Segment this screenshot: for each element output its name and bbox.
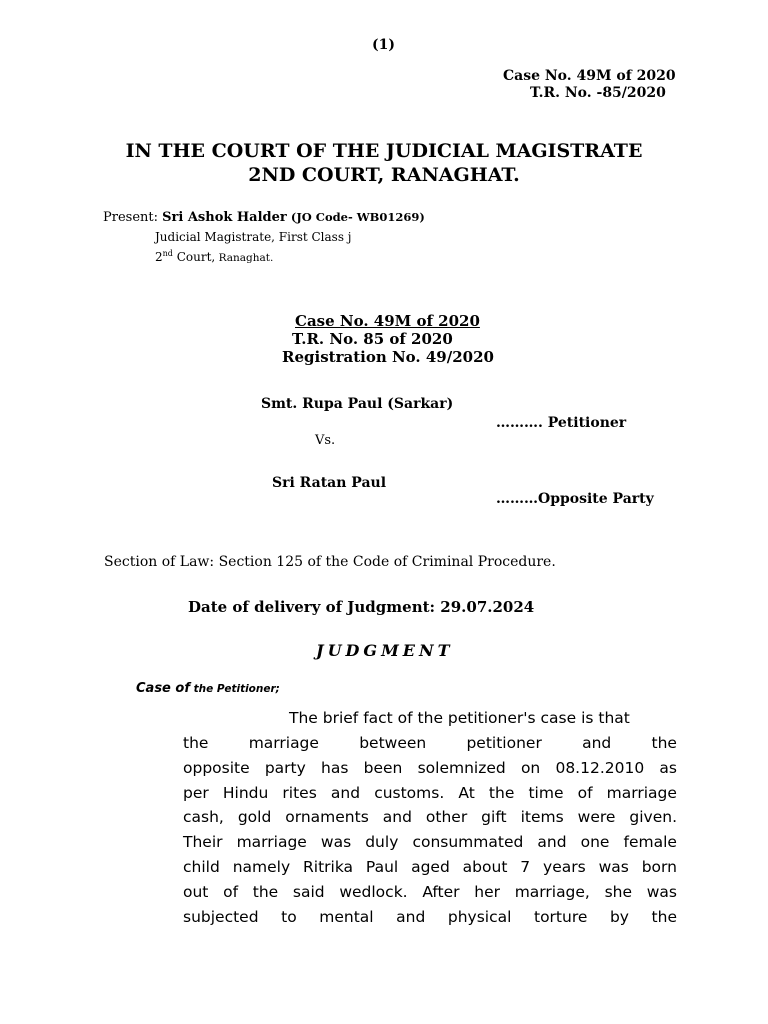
- paragraph-word: and: [582, 734, 612, 752]
- paragraph-word: her: [474, 883, 500, 901]
- jo-code: (JO Code- WB01269): [290, 210, 425, 224]
- header-tr-number: T.R. No. -85/2020: [530, 85, 666, 101]
- paragraph-word: by: [609, 908, 629, 926]
- petitioner-role: ………. Petitioner: [496, 415, 627, 431]
- page-number: (1): [372, 37, 395, 53]
- paragraph-word: the: [488, 784, 515, 802]
- paragraph-word: and: [396, 908, 426, 926]
- paragraph-line-5: [183, 808, 677, 826]
- paragraph-line-9: [183, 908, 677, 926]
- paragraph-word: marriage: [236, 833, 307, 851]
- paragraph-word: years: [543, 858, 586, 876]
- court-title-line1: IN THE COURT OF THE JUDICIAL MAGISTRATE: [125, 140, 643, 162]
- judgment-delivery-date: Date of delivery of Judgment: 29.07.2024: [188, 598, 535, 616]
- paragraph-word: has: [321, 759, 349, 777]
- paragraph-word: and: [330, 784, 361, 802]
- paragraph-word: items: [520, 808, 564, 826]
- paragraph-line-7: [183, 858, 677, 876]
- paragraph-word: she: [604, 883, 633, 901]
- paragraph-word: aged: [411, 858, 450, 876]
- paragraph-word: marriage: [606, 784, 677, 802]
- opposite-party-name: Sri Ratan Paul: [272, 475, 387, 491]
- court-number-suffix: nd: [162, 249, 173, 258]
- present-line: [103, 210, 425, 225]
- paragraph-word: cash,: [183, 808, 224, 826]
- paragraph-word: 08.12.2010: [555, 759, 645, 777]
- paragraph-word: the: [651, 734, 677, 752]
- paragraph-word: opposite: [183, 759, 250, 777]
- magistrate-court: [155, 249, 273, 264]
- petitioner-name: Smt. Rupa Paul (Sarkar): [261, 396, 454, 412]
- present-label: Present:: [103, 210, 158, 225]
- paragraph-word: customs.: [374, 784, 445, 802]
- paragraph-word: time: [528, 784, 564, 802]
- paragraph-word: was: [598, 858, 629, 876]
- paragraph-word: the: [651, 908, 677, 926]
- paragraph-word: Their: [183, 833, 223, 851]
- paragraph-word: as: [659, 759, 677, 777]
- paragraph-word: given.: [629, 808, 677, 826]
- paragraph-line-8: [183, 883, 677, 901]
- paragraph-word: of: [577, 784, 593, 802]
- paragraph-word: child: [183, 858, 220, 876]
- paragraph-line-2: [183, 734, 677, 752]
- heading-part2: the Petitioner;: [189, 683, 280, 695]
- paragraph-line-3: [183, 759, 677, 777]
- paragraph-word: rites: [282, 784, 317, 802]
- paragraph-word: out: [183, 883, 209, 901]
- paragraph-word: solemnized: [417, 759, 506, 777]
- court-place: Ranaghat.: [215, 252, 274, 264]
- paragraph-word: born: [641, 858, 677, 876]
- paragraph-word: duly: [365, 833, 399, 851]
- paragraph-word: the: [183, 734, 209, 752]
- versus-label: Vs.: [315, 433, 336, 448]
- paragraph-word: of: [223, 883, 239, 901]
- court-word: Court,: [172, 250, 216, 264]
- registration-number: Registration No. 49/2020: [282, 348, 494, 366]
- paragraph-word: Hindu: [222, 784, 269, 802]
- paragraph-line-6: [183, 833, 677, 851]
- paragraph-word: mental: [319, 908, 374, 926]
- paragraph-word: petitioner: [466, 734, 542, 752]
- paragraph-word: been: [363, 759, 403, 777]
- paragraph-word: about: [462, 858, 508, 876]
- paragraph-word: were: [577, 808, 616, 826]
- paragraph-word: At: [458, 784, 475, 802]
- paragraph-word: Ritrika: [303, 858, 354, 876]
- paragraph-word: consummated: [412, 833, 524, 851]
- case-number: Case No. 49M of 2020: [295, 312, 480, 330]
- judgment-title: JUDGMENT: [316, 641, 454, 660]
- paragraph-word: party: [264, 759, 306, 777]
- paragraph-word: Paul: [365, 858, 399, 876]
- paragraph-word: per: [183, 784, 209, 802]
- paragraph-word: to: [281, 908, 297, 926]
- paragraph-word: and: [537, 833, 567, 851]
- heading-part1: Case of: [136, 681, 190, 696]
- paragraph-word: After: [422, 883, 460, 901]
- paragraph-word: said: [292, 883, 325, 901]
- paragraph-word: namely: [232, 858, 291, 876]
- case-of-petitioner-heading: [136, 677, 280, 696]
- paragraph-word: gold: [237, 808, 272, 826]
- paragraph-word: and: [382, 808, 412, 826]
- paragraph-word: was: [646, 883, 677, 901]
- paragraph-word: gift: [481, 808, 507, 826]
- header-case-number: Case No. 49M of 2020: [503, 68, 676, 84]
- opposite-party-role: ………Opposite Party: [496, 491, 654, 507]
- paragraph-word: physical: [447, 908, 512, 926]
- paragraph-word: torture: [534, 908, 588, 926]
- court-title-line2: 2ND COURT, RANAGHAT.: [248, 164, 520, 186]
- magistrate-name: Sri Ashok Halder: [162, 210, 287, 225]
- paragraph-word: on: [520, 759, 541, 777]
- paragraph-word: the: [252, 883, 279, 901]
- paragraph-word: ornaments: [285, 808, 369, 826]
- paragraph-word: female: [623, 833, 677, 851]
- paragraph-word: 7: [520, 858, 531, 876]
- section-of-law: Section of Law: Section 125 of the Code of Criminal Procedure.: [104, 554, 556, 570]
- paragraph-line-4: [183, 784, 677, 802]
- paragraph-word: between: [359, 734, 427, 752]
- tr-number: T.R. No. 85 of 2020: [292, 330, 453, 348]
- paragraph-word: other: [425, 808, 468, 826]
- paragraph-word: marriage: [248, 734, 319, 752]
- paragraph-word: subjected: [183, 908, 259, 926]
- court-number: 2: [155, 250, 163, 264]
- paragraph-word: wedlock.: [339, 883, 408, 901]
- paragraph-word: was: [320, 833, 352, 851]
- paragraph-line-1: The brief fact of the petitioner's case is that: [289, 709, 630, 727]
- paragraph-word: marriage,: [514, 883, 590, 901]
- magistrate-designation: Judicial Magistrate, First Class j: [155, 230, 352, 244]
- paragraph-word: one: [580, 833, 610, 851]
